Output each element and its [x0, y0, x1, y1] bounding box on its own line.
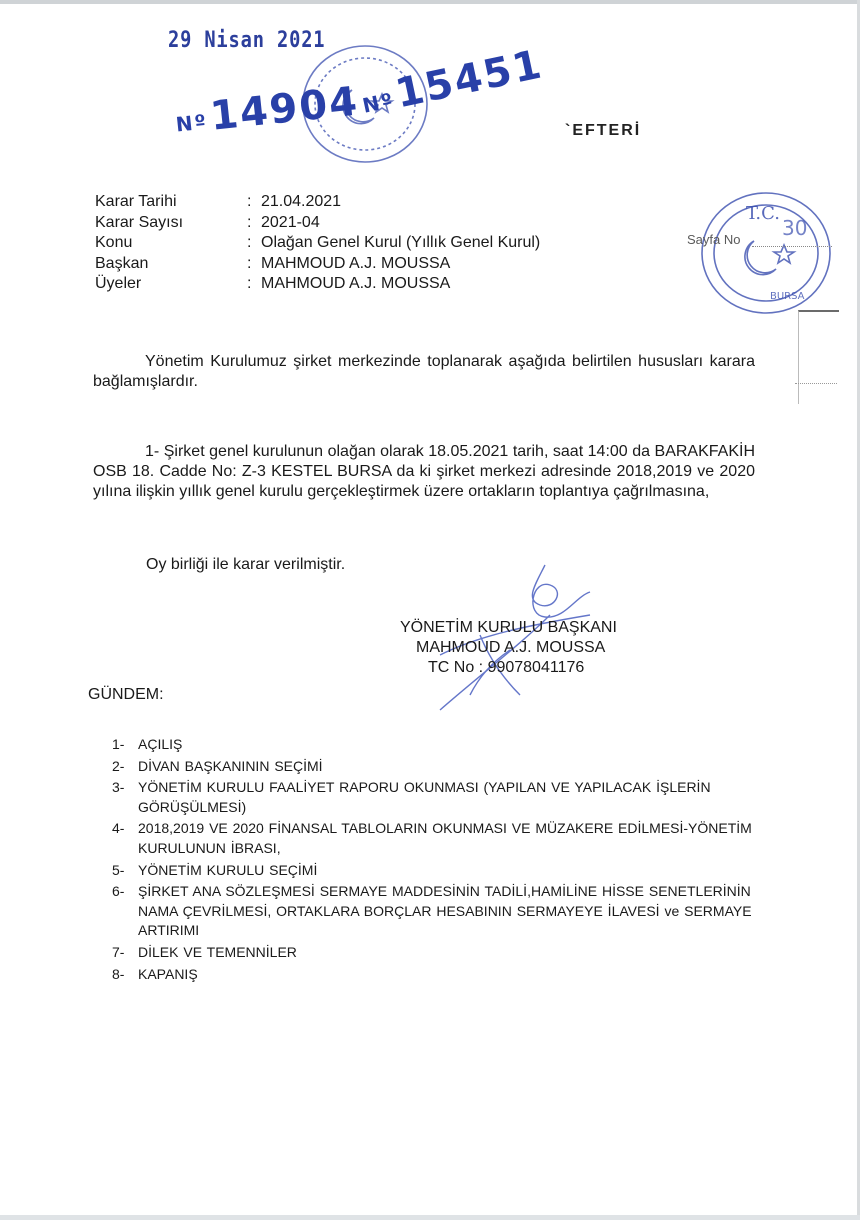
agenda-item-text: AÇILIŞ	[138, 736, 183, 752]
agenda-item-number: 2-	[112, 757, 125, 774]
decision-item-paragraph: 1- Şirket genel kurulunun olağan olarak 18.05.2021 tarih, saat 14:00 da BARAKFAKİH OSB 18. Cadde No: Z-3 KESTEL BURSA da ki şirket merkezi adresinde 2018,2019 ve 2020 yılına ilişkin yıllık genel kurulu gerçekleştirmek üzere ortakların toplantıya çağrılmasına,	[93, 443, 755, 500]
meta-value: Olağan Genel Kurul (Yıllık Genel Kurul)	[261, 234, 541, 251]
agenda-list	[112, 735, 762, 986]
agenda-item-text: DİVAN BAŞKANININ SEÇİMİ	[138, 757, 323, 774]
meta-separator: :	[247, 275, 252, 292]
document-title-fragment: `EFTERİ	[565, 122, 642, 139]
agenda-item-number: 8-	[112, 965, 125, 982]
meta-value: MAHMOUD A.J. MOUSSA	[261, 275, 451, 292]
intro-paragraph: Yönetim Kurulumuz şirket merkezinde toplanarak aşağıda belirtilen hususları karara bağlamışlardır.	[93, 353, 755, 390]
unanimous-vote-statement: Oy birliği ile karar verilmiştir.	[146, 556, 346, 573]
agenda-item-text: KAPANIŞ	[138, 965, 198, 982]
meta-label: Üyeler	[95, 275, 142, 292]
meta-label: Konu	[95, 234, 133, 251]
meta-row-subject	[95, 233, 540, 254]
agenda-item	[112, 819, 762, 858]
decision-meta-block	[95, 192, 540, 295]
agenda-item-number: 7-	[112, 943, 125, 960]
scan-edge-top	[0, 0, 860, 4]
meta-value: 2021-04	[261, 213, 320, 231]
registry-number-prefix: Nº	[360, 87, 397, 118]
signature-name: MAHMOUD A.J. MOUSSA	[416, 639, 606, 656]
agenda-item	[112, 735, 762, 755]
page-number-label: Sayfa No	[687, 232, 741, 247]
meta-label: Karar Tarihi	[95, 193, 177, 210]
agenda-item-number: 1-	[112, 736, 125, 752]
agenda-item	[112, 757, 762, 777]
agenda-item	[112, 965, 762, 985]
scan-edge-bottom	[0, 1215, 860, 1220]
meta-separator: :	[247, 254, 252, 272]
registry-number-value: 14904	[207, 78, 362, 140]
agenda-title: GÜNDEM:	[88, 686, 164, 703]
meta-label: Başkan	[95, 254, 149, 272]
meta-separator: :	[247, 193, 252, 210]
meta-row-members	[95, 274, 540, 295]
meta-label: Karar Sayısı	[95, 213, 184, 231]
dotted-mark	[795, 383, 837, 384]
svg-text:30: 30	[782, 216, 808, 240]
signature-id: TC No : 99078041176	[428, 659, 585, 676]
svg-text:BURSA: BURSA	[770, 291, 805, 302]
meta-separator: :	[247, 234, 252, 251]
meta-value: 21.04.2021	[261, 193, 342, 210]
agenda-item-text: DİLEK VE TEMENNİLER	[138, 943, 297, 960]
signature-role: YÖNETİM KURULU BAŞKANI	[400, 619, 617, 636]
agenda-item	[112, 778, 762, 817]
trade-registry-seal-icon	[688, 183, 838, 323]
svg-text:T.C.: T.C.	[746, 203, 780, 224]
agenda-item	[112, 943, 762, 963]
meta-row-chairman	[95, 254, 540, 275]
agenda-item-text: YÖNETİM KURULU SEÇİMİ	[138, 861, 318, 878]
meta-row-decision-number	[95, 213, 540, 234]
agenda-item	[112, 861, 762, 881]
meta-value: MAHMOUD A.J. MOUSSA	[261, 254, 451, 272]
signature-block	[400, 618, 617, 678]
meta-separator: :	[247, 213, 252, 231]
agenda-item	[112, 882, 762, 941]
agenda-item-text: 2018,2019 VE 2020 FİNANSAL TABLOLARIN OKUNMASI VE MÜZAKERE EDİLMESİ-YÖNETİM KURULUNUN İBRASI,	[138, 820, 752, 856]
agenda-item-text: ŞİRKET ANA SÖZLEŞMESİ SERMAYE MADDESİNİN TADİLİ,HAMİLİNE HİSSE SENETLERİNİN NAMA ÇEVRİLMESİ, ORTAKLARA BORÇLAR HESABININ SERMAYEYE İLAVESİ ve SERMAYE ARTIRIMI	[138, 883, 752, 939]
received-date-stamp: 29 Nisan 2021	[168, 28, 326, 53]
registry-number-prefix: Nº	[174, 109, 210, 137]
agenda-item-number: 5-	[112, 861, 125, 878]
page-number-dotted-line	[752, 246, 832, 247]
agenda-item-number: 3-	[112, 779, 125, 796]
sheet-edge-mark	[798, 310, 839, 404]
meta-row-decision-date	[95, 192, 540, 213]
agenda-item-text: YÖNETİM KURULU FAALİYET RAPORU OKUNMASI (YAPILAN VE YAPILACAK İŞLERİN GÖRÜŞÜLMESİ)	[138, 779, 711, 815]
agenda-item-number: 6-	[112, 883, 125, 900]
agenda-item-number: 4-	[112, 820, 125, 837]
registry-number-value: 15451	[391, 41, 547, 118]
